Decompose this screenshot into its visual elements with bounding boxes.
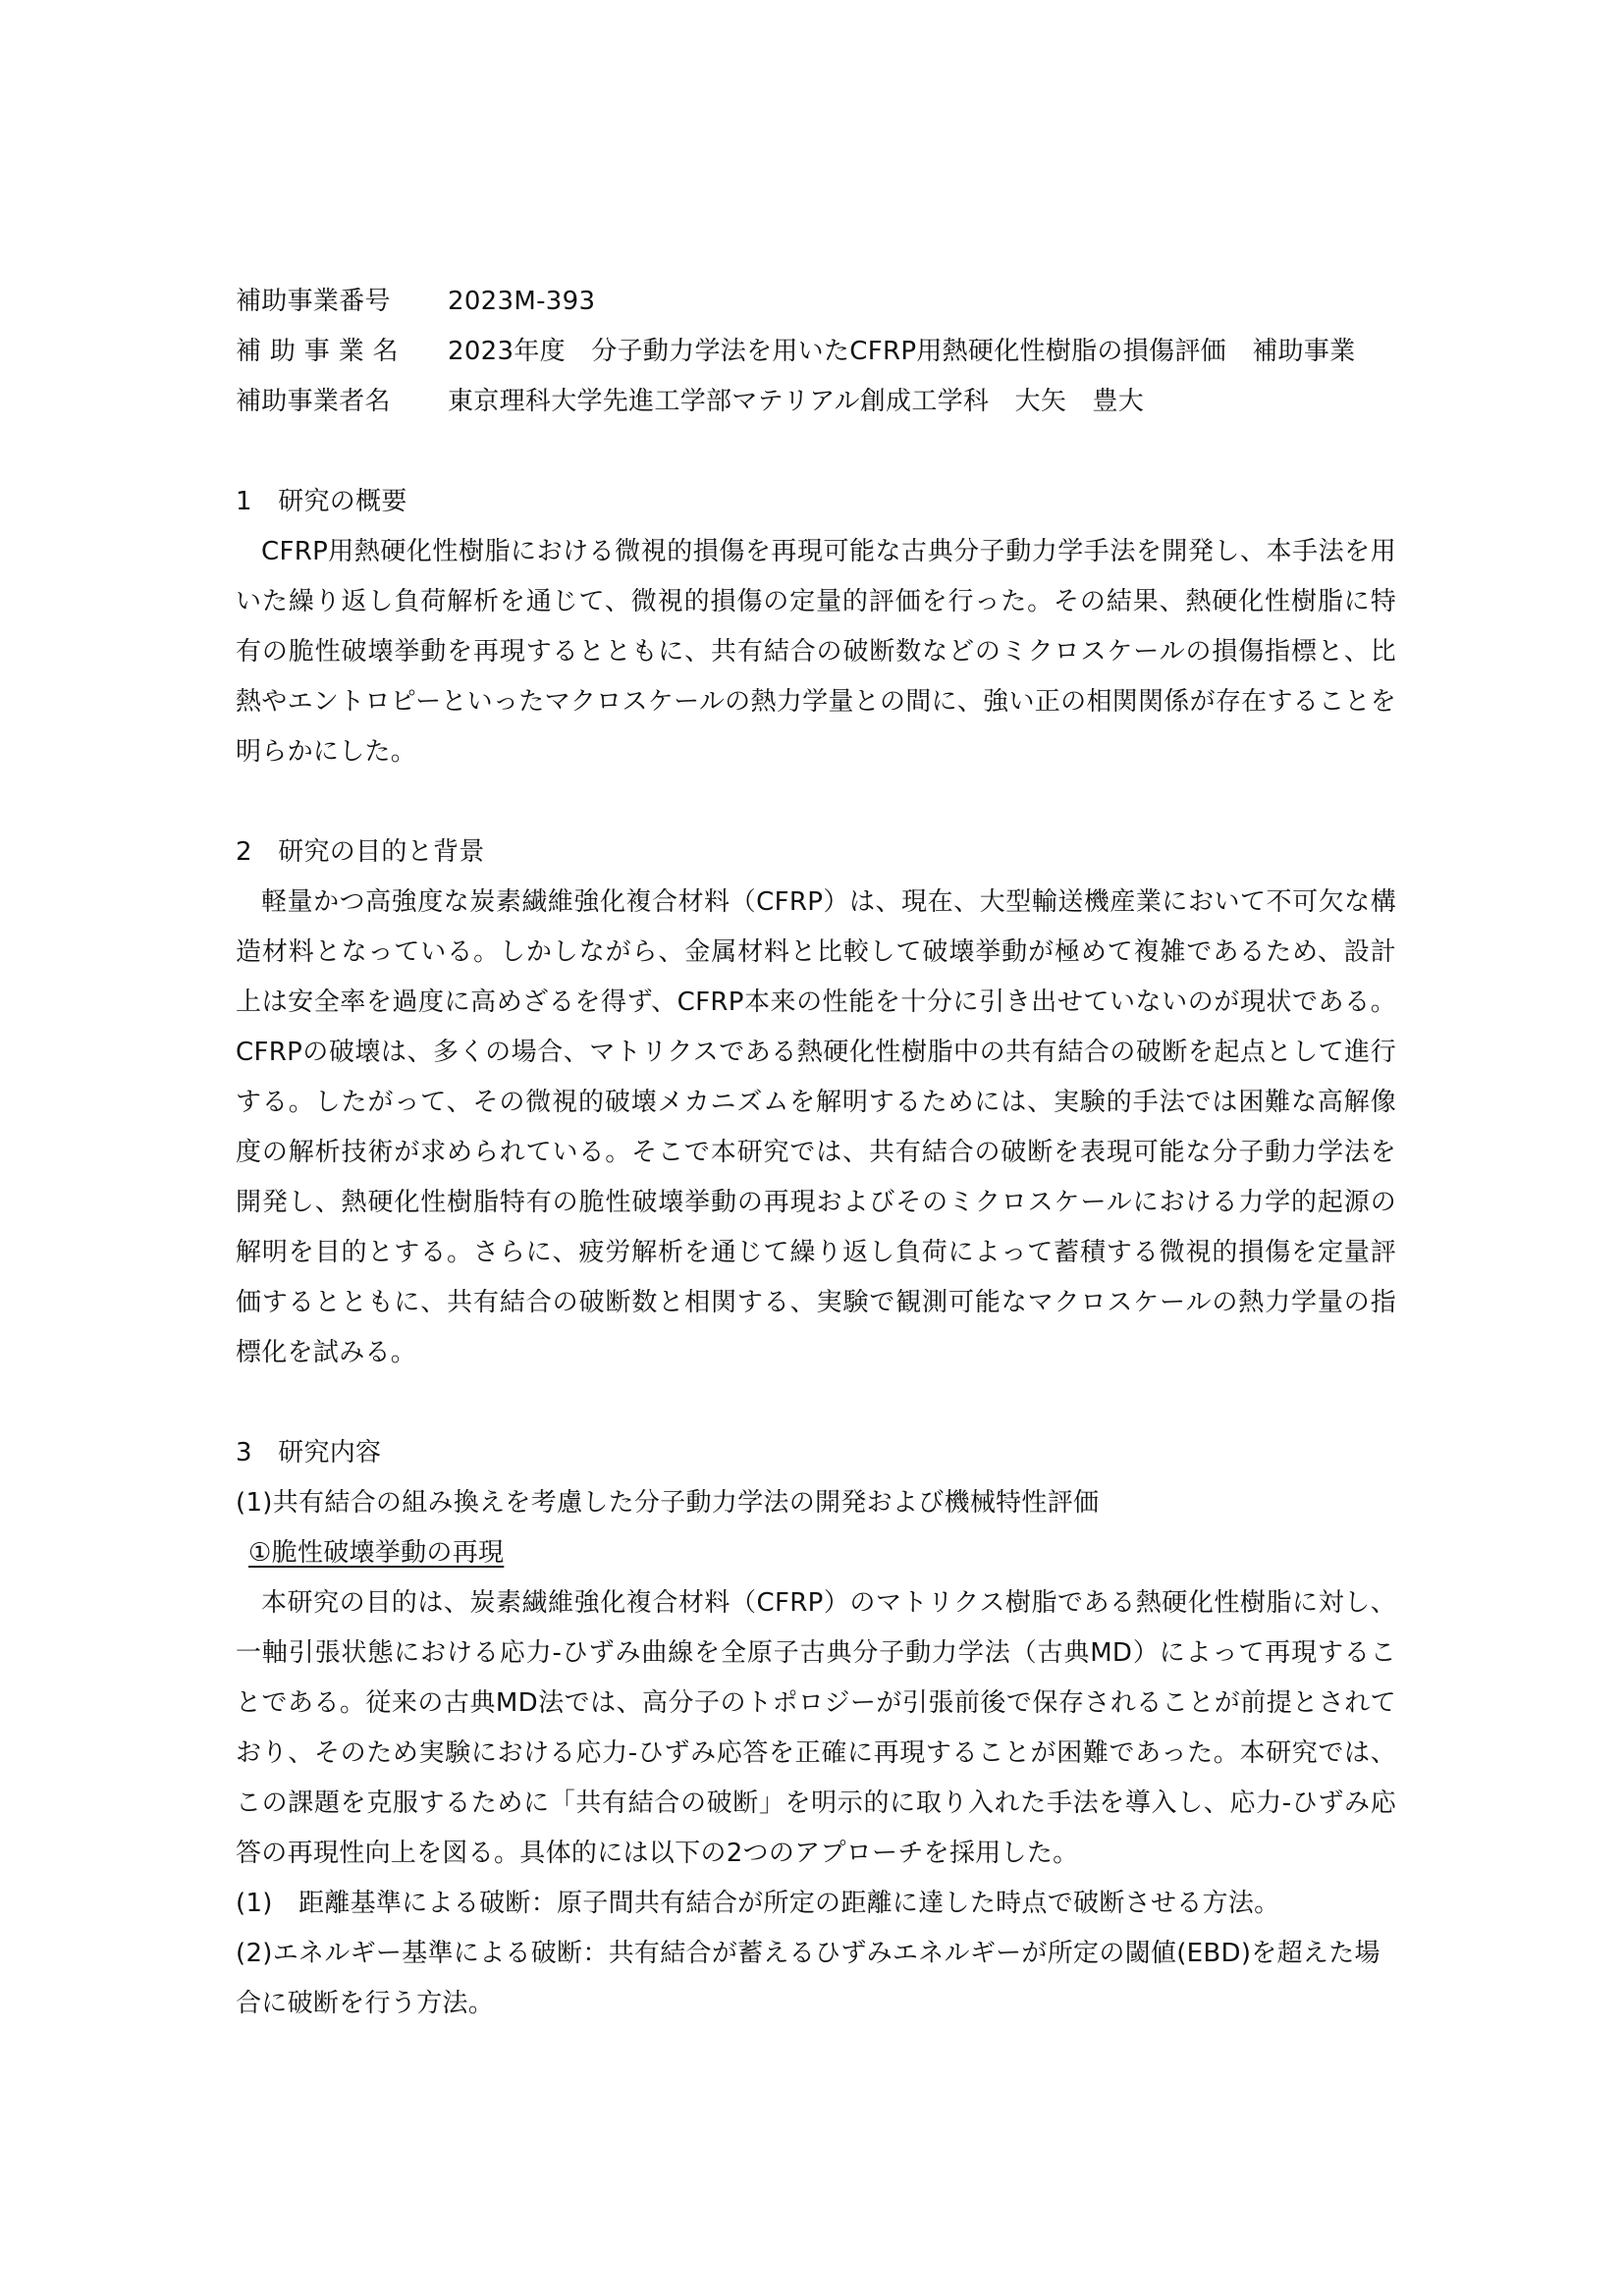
section-content — [236, 1428, 1396, 2029]
section-heading: 3 研究内容 — [236, 1438, 382, 1468]
grant-name-label: 補 助 事 業 名 — [236, 337, 399, 366]
grant-operator-value: 東京理科大学先進工学部マテリアル創成工学科 大矢 豊大 — [448, 387, 1145, 416]
grant-name-row — [236, 327, 1396, 377]
section-body: CFRP用熱硬化性樹脂における微視的損傷を再現可能な古典分子動力学手法を開発し、本手法を用いた繰り返し負荷解析を通じて、微視的損傷の定量的評価を行った。その結果、熱硬化性樹脂に特有の脆性破壊挙動を再現するとともに、共有結合の破断数などのミクロスケールの損傷指標と、比熱やエントロピーといったマクロスケールの熱力学量との間に、強い正の相関関係が存在することを明らかにした。 — [236, 537, 1396, 767]
section-heading: 2 研究の目的と背景 — [236, 837, 485, 867]
section-overview — [236, 477, 1396, 777]
section-purpose — [236, 828, 1396, 1378]
section-heading: 1 研究の概要 — [236, 487, 407, 516]
grant-number-label: 補助事業番号 — [236, 287, 391, 316]
grant-info — [236, 277, 1396, 427]
subsection-heading: (1)共有結合の組み換えを考慮した分子動力学法の開発および機械特性評価 — [236, 1488, 1100, 1518]
section-body: 本研究の目的は、炭素繊維強化複合材料（CFRP）のマトリクス樹脂である熱硬化性樹脂に対し、一軸引張状態における応力-ひずみ曲線を全原子古典分子動力学法（古典MD）によって再現することである。従来の古典MD法では、高分子のトポロジーが引張前後で保存されることが前提とされており、そのため実験における応力-ひずみ応答を正確に再現することが困難であった。本研究では、この課題を克服するために「共有結合の破断」を明示的に取り入れた手法を導入し、応力-ひずみ応答の再現性向上を図る。具体的には以下の2つのアプローチを採用した。 — [236, 1588, 1396, 1868]
grant-number-value: 2023M-393 — [448, 287, 596, 316]
grant-number-row — [236, 277, 1396, 327]
list-item: (1) 距離基準による破断：原子間共有結合が所定の距離に達した時点で破断させる方法。 — [236, 1889, 1280, 1918]
grant-name-value: 2023年度 分子動力学法を用いたCFRP用熱硬化性樹脂の損傷評価 補助事業 — [448, 337, 1356, 366]
list-item: (2)エネルギー基準による破断：共有結合が蓄えるひずみエネルギーが所定の閾値(EBD)を超えた場合に破断を行う方法。 — [236, 1939, 1380, 2018]
grant-operator-row — [236, 377, 1396, 427]
grant-operator-label: 補助事業者名 — [236, 387, 391, 416]
subsubsection-heading: ①脆性破壊挙動の再現 — [248, 1538, 505, 1568]
section-body: 軽量かつ高強度な炭素繊維強化複合材料（CFRP）は、現在、大型輸送機産業において不可欠な構造材料となっている。しかしながら、金属材料と比較して破壊挙動が極めて複雑であるため、設計上は安全率を過度に高めざるを得ず、CFRP本来の性能を十分に引き出せていないのが現状である。CFRPの破壊は、多くの場合、マトリクスである熱硬化性樹脂中の共有結合の破断を起点として進行する。したがって、その微視的破壊メカニズムを解明するためには、実験的手法では困難な高解像度の解析技術が求められている。そこで本研究では、共有結合の破断を表現可能な分子動力学法を開発し、熱硬化性樹脂特有の脆性破壊挙動の再現およびそのミクロスケールにおける力学的起源の解明を目的とする。さらに、疲労解析を通じて繰り返し負荷によって蓄積する微視的損傷を定量評価するとともに、共有結合の破断数と相関する、実験で観測可能なマクロスケールの熱力学量の指標化を試みる。 — [236, 887, 1396, 1367]
